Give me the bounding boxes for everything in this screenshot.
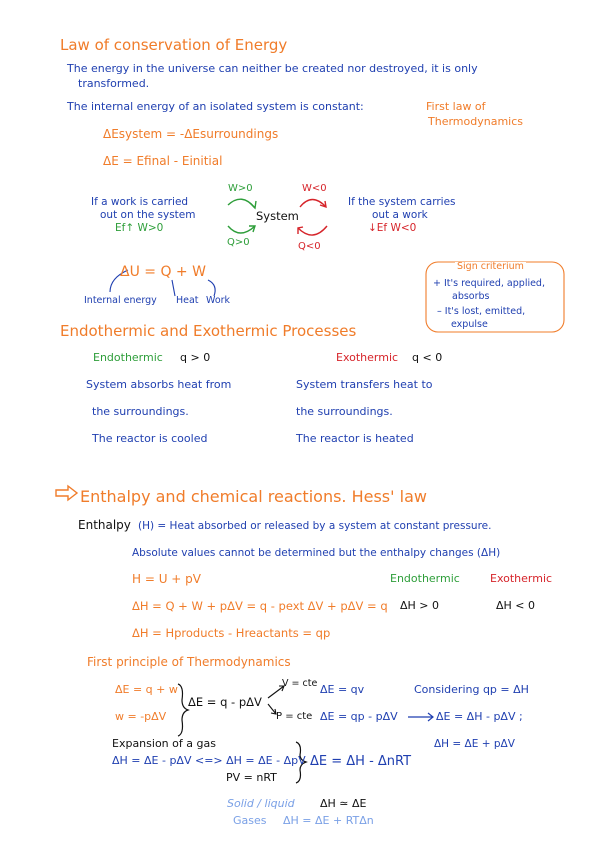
exothermic-title: Exothermic: [336, 351, 399, 364]
solid-liquid-label: Solid / liquid: [227, 797, 295, 810]
exo-text-2: the surroundings.: [296, 405, 393, 418]
ef-down-w-lt-text: ↓Ef W<0: [368, 222, 417, 234]
endothermic-title: Endothermic: [93, 351, 163, 364]
conservation-text-2: transformed.: [78, 77, 150, 90]
delta-h-equation: ΔH = Q + W + pΔV = q - pext ΔV + pΔV = q: [132, 599, 388, 613]
work-on-system-text-2: out on the system: [100, 209, 196, 221]
solid-liquid-eq: ΔH ≃ ΔE: [320, 797, 367, 810]
w-gt-label: W>0: [228, 183, 253, 194]
brace-1: [178, 684, 188, 736]
first-principle-heading: First principle of Thermodynamics: [87, 655, 291, 669]
delta-u-equation: ΔU = Q + W: [120, 264, 206, 280]
endo-text-3: The reactor is cooled: [92, 432, 208, 445]
isolated-system-text: The internal energy of an isolated system is constant:: [67, 100, 364, 113]
delta-h-products-equation: ΔH = Hproducts - Hreactants = qp: [132, 626, 331, 640]
internal-energy-label: Internal energy: [84, 295, 157, 306]
v-cte-label: V = cte: [282, 678, 318, 689]
q-lt-label: Q<0: [298, 241, 321, 252]
gases-label: Gases: [233, 814, 267, 827]
absolute-values-text: Absolute values cannot be determined but the enthalpy changes (ΔH): [132, 547, 501, 559]
system-label: System: [256, 209, 299, 223]
work-on-system-text-1: If a work is carried: [91, 196, 189, 208]
expansion-gas-label: Expansion of a gas: [112, 737, 216, 750]
ef-up-w-gt-text: Ef↑ W>0: [115, 222, 164, 234]
enthalpy-exo-label: Exothermic: [490, 572, 553, 585]
q-gt-arrow: [228, 226, 255, 233]
delta-h-negative: ΔH < 0: [496, 599, 536, 612]
sign-minus-text-1: – It's lost, emitted,: [437, 306, 526, 317]
enthalpy-endo-label: Endothermic: [390, 572, 460, 585]
sign-criterium-title: Sign criterium: [457, 261, 524, 272]
sign-minus-text-2: expulse: [451, 319, 488, 330]
endothermic-q: q > 0: [180, 351, 211, 364]
heading-arrow-icon: [56, 486, 77, 500]
enthalpy-definition: (H) = Heat absorbed or released by a system at constant pressure.: [138, 520, 492, 532]
w-lt-label: W<0: [302, 183, 327, 194]
gases-eq: ΔH = ΔE + RTΔn: [283, 814, 374, 827]
dh-chain-eq: ΔH = ΔE - pΔV <=> ΔH = ΔE - ΔpV: [112, 754, 306, 767]
enthalpy-heading: Enthalpy and chemical reactions. Hess' law: [80, 487, 427, 506]
de-qp-eq: ΔE = qp - pΔV: [320, 710, 398, 723]
considering-qp-text: Considering qp = ΔH: [414, 683, 529, 696]
exothermic-q: q < 0: [412, 351, 443, 364]
p-cte-label: P = cte: [276, 711, 313, 722]
delta-e-system-eq: ΔEsystem = -ΔEsurroundings: [103, 127, 279, 141]
exo-text-1: System transfers heat to: [296, 378, 433, 391]
work-label: Work: [206, 295, 231, 306]
endo-exo-heading: Endothermic and Exothermic Processes: [60, 322, 357, 340]
first-law-label-1: First law of: [426, 100, 486, 113]
system-carries-text-2: out a work: [372, 209, 428, 221]
enthalpy-term: Enthalpy: [78, 518, 131, 532]
de-dh-nrt-eq: ΔE = ΔH - ΔnRT: [310, 754, 412, 769]
dh-de-pdv-eq: ΔH = ΔE + pΔV: [434, 738, 515, 750]
heat-label: Heat: [176, 295, 199, 306]
sign-plus-text-2: absorbs: [452, 291, 490, 302]
system-carries-text-1: If the system carries: [348, 196, 456, 208]
sign-plus-text-1: + It's required, applied,: [433, 278, 545, 289]
de-qv-eq: ΔE = qv: [320, 683, 365, 696]
de-q-pdv-eq: ΔE = q - pΔV: [188, 695, 262, 709]
conservation-text-1: The energy in the universe can neither be created nor destroyed, it is only: [67, 62, 478, 75]
work-bracket: [208, 280, 215, 296]
pv-nrt-eq: PV = nRT: [226, 771, 277, 784]
de-q-w-eq: ΔE = q + w: [115, 683, 178, 696]
delta-h-positive: ΔH > 0: [400, 599, 440, 612]
exo-text-3: The reactor is heated: [296, 432, 414, 445]
endo-text-2: the surroundings.: [92, 405, 189, 418]
first-law-label-2: Thermodynamics: [428, 115, 523, 128]
endo-text-1: System absorbs heat from: [86, 378, 232, 391]
w-pdv-eq: w = -pΔV: [115, 710, 167, 723]
heat-bracket: [172, 280, 175, 296]
conservation-heading: Law of conservation of Energy: [60, 36, 288, 54]
delta-e-final-eq: ΔE = Efinal - Einitial: [103, 154, 223, 168]
de-dh-pdv-eq: ΔE = ΔH - pΔV ;: [436, 710, 523, 723]
q-gt-label: Q>0: [227, 237, 250, 248]
h-equation: H = U + pV: [132, 572, 201, 586]
